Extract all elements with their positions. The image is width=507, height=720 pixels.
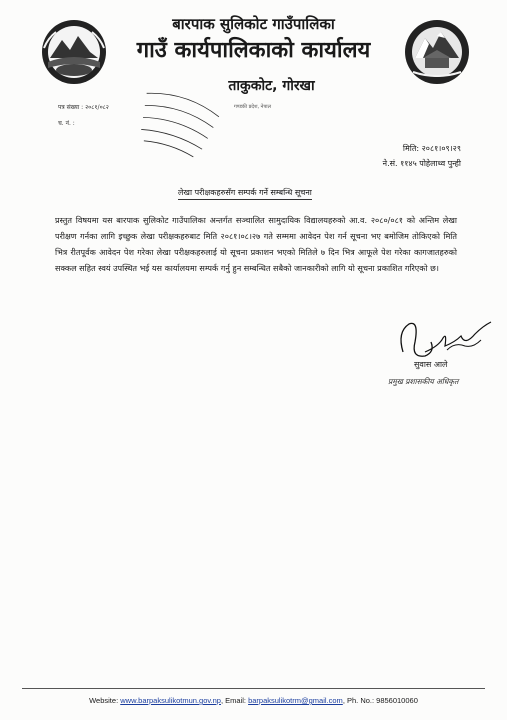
phone-number: , Ph. No.: 9856010060 xyxy=(342,696,418,705)
website-link[interactable]: www.barpaksulikotmun.gov.np xyxy=(120,696,221,705)
footer-contact xyxy=(0,696,507,705)
reference-number: पत्र संख्या : २०८१/०८२ xyxy=(58,104,109,111)
notice-subject: लेखा परीक्षकहरुसँग सम्पर्क गर्ने सम्बन्धि सूचना xyxy=(178,187,312,200)
office-address: ताकुकोट, गोरखा xyxy=(228,78,315,94)
email-link[interactable]: barpaksulikotrm@gmail.com xyxy=(248,696,343,705)
website-label: Website: xyxy=(89,696,121,705)
email-label: , Email: xyxy=(220,696,249,705)
signer-title: प्रमुख प्रशासकीय अधिकृत xyxy=(388,377,459,386)
signature-icon xyxy=(395,312,500,372)
notice-date: मिति: २०८१।०९।२९ xyxy=(402,144,461,153)
official-stamp-icon xyxy=(128,84,224,168)
nepal-samvat-date: ने.सं. ११४५ पोहेलाथ्व पुन्ही xyxy=(382,159,461,168)
province-label: गण्डकी प्रदेश, नेपाल xyxy=(234,104,271,110)
footer-divider xyxy=(22,688,485,689)
dispatch-number: च. नं. : xyxy=(58,120,75,127)
notice-body: प्रस्तुत विषयमा यस बारपाक सुलिकोट गाउँपालिका अन्तर्गत सञ्चालित सामुदायिक विद्यालयहरुको आ.व. २०८०/०८१ को अन्तिम लेखा परीक्षण गर्नका लागि इच्छुक लेखा परीक्षकहरुबाट मिति २०८१।०८।२७ गते सम्ममा आवेदन पेश गर्न सूचना भए बमोजिम तोकिएको मिति भित्र रीतपूर्वक आवेदन पेश गरेका लेखा परीक्षकहरुलाई यो सूचना प्रकाशन भएको मितिले ७ दिन भित्र आफूले पेश गरेका कागजातहरुको सक्कल सहित स्वयं उपस्थित भई यस कार्यालयमा सम्पर्क गर्नु हुन सम्बन्धित सबैको जानकारीको लागि यो सूचना प्रकाशित गरिएको छ। xyxy=(55,215,457,273)
signer-name: सुवास आले xyxy=(414,360,448,369)
municipality-name: बारपाक सुलिकोट गाउँपालिका xyxy=(172,15,335,33)
office-title: गाउँ कार्यपालिकाको कार्यालय xyxy=(136,38,371,63)
